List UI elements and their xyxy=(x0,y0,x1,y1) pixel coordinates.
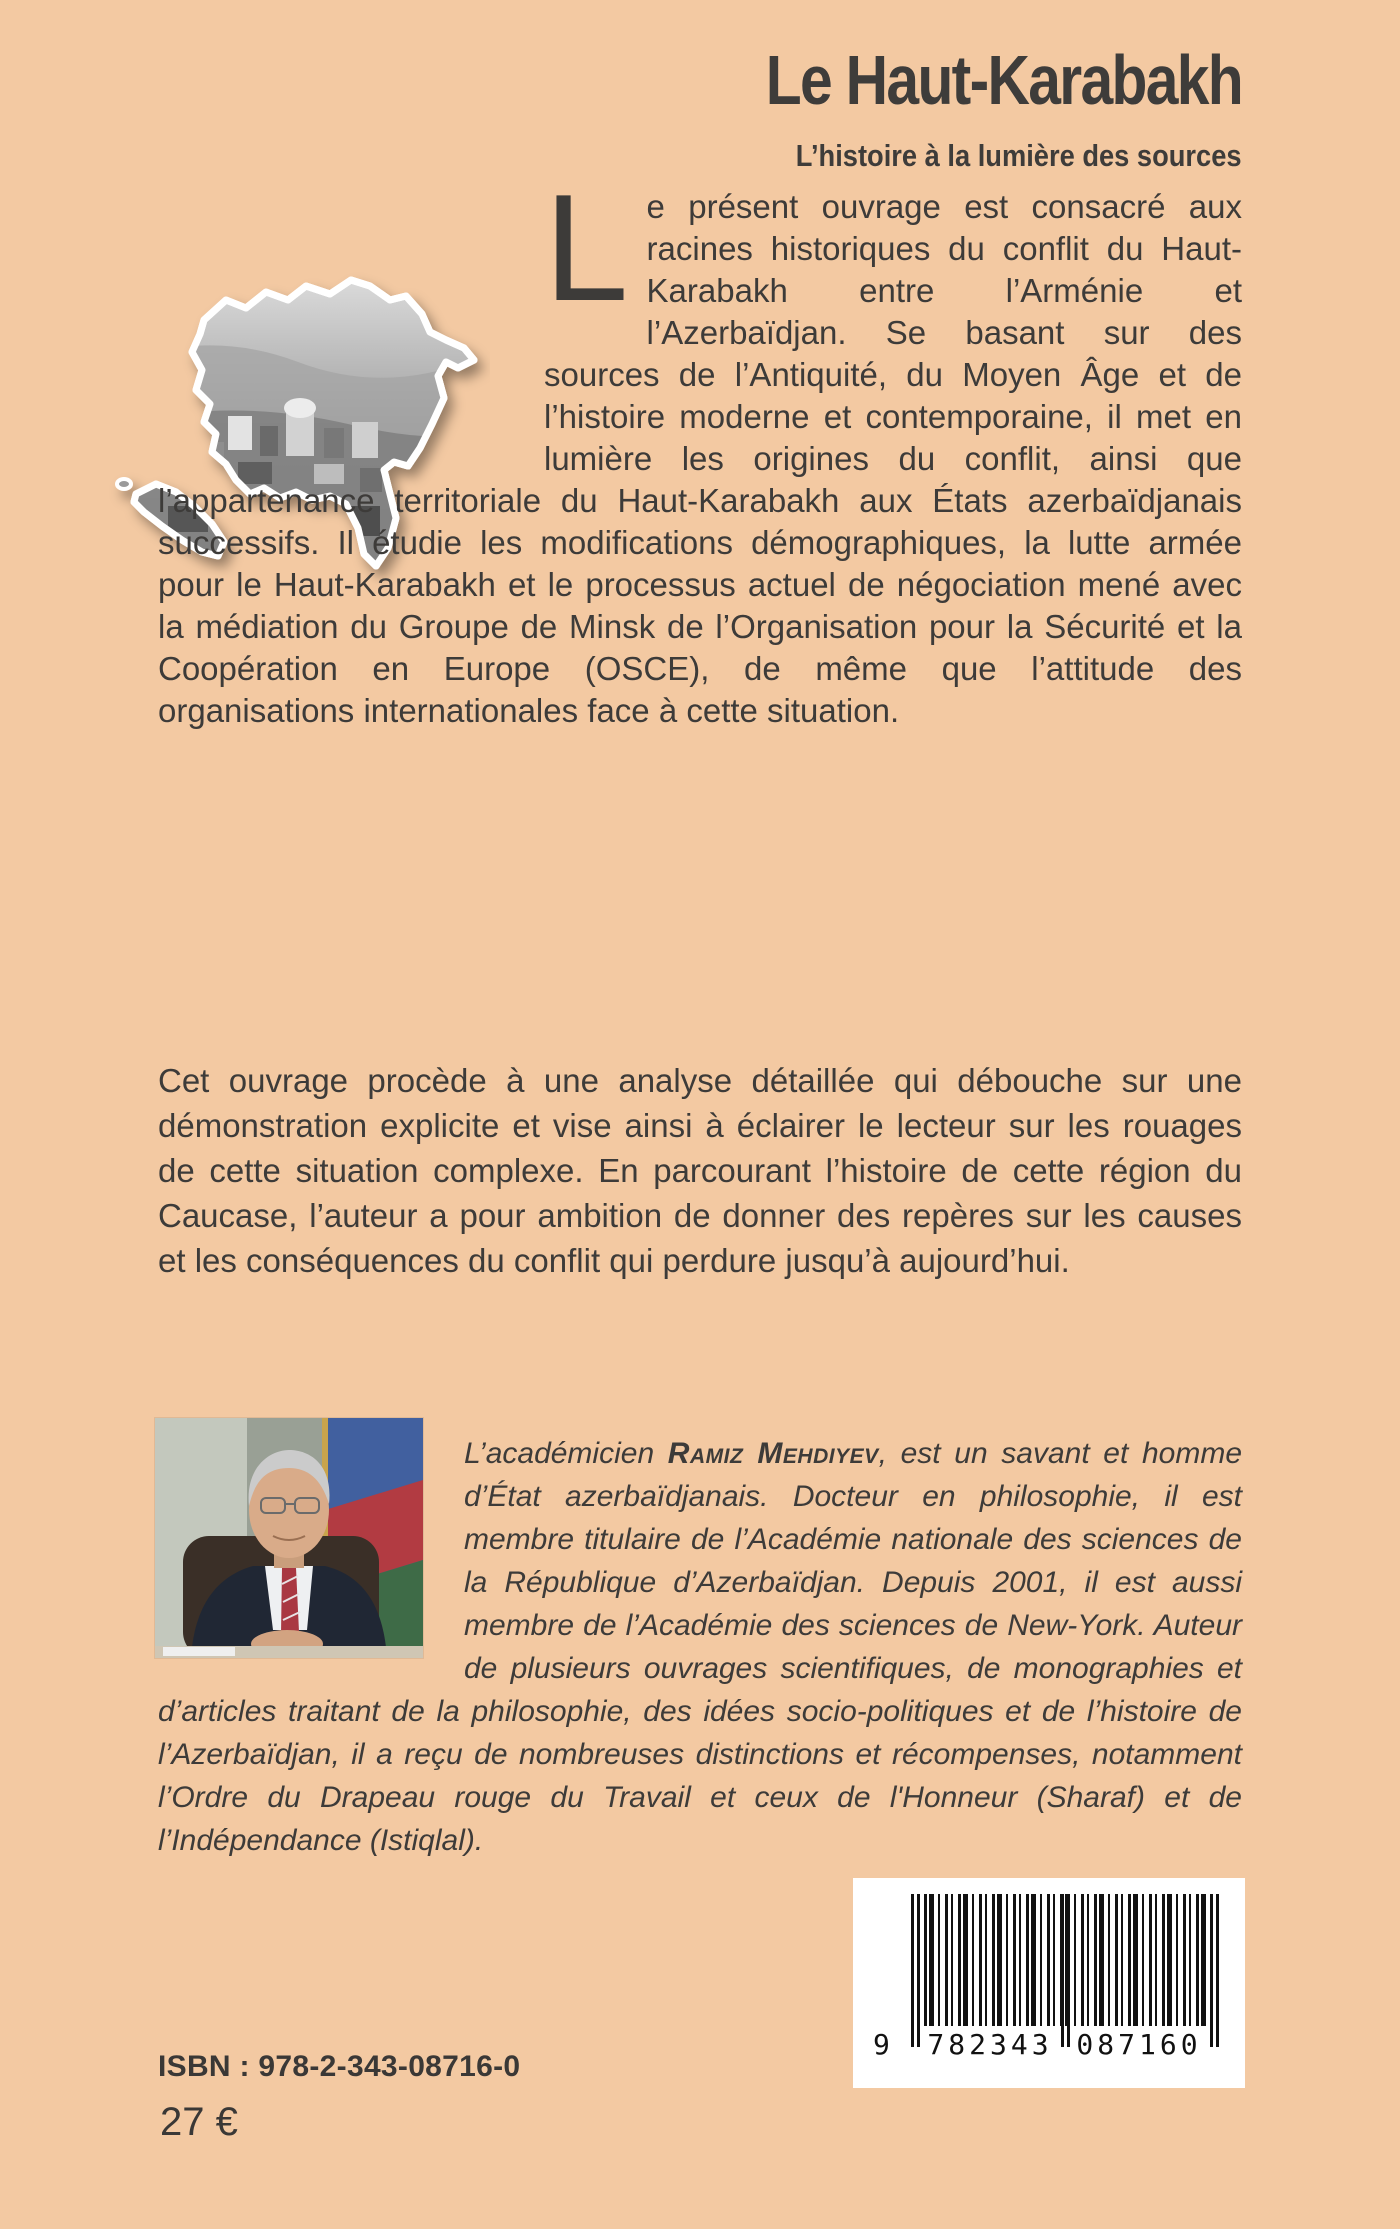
author-name: Ramiz Mehdiyev xyxy=(667,1437,879,1470)
author-bio xyxy=(158,1432,1242,1862)
barcode-digit-left: 9 xyxy=(873,2028,890,2061)
drop-cap: L xyxy=(544,163,629,333)
bio-prefix: L’académicien xyxy=(464,1437,668,1470)
isbn-text: ISBN : 978-2-343-08716-0 xyxy=(158,2050,521,2083)
book-title-line xyxy=(675,41,1242,136)
title-block xyxy=(675,41,1242,180)
barcode-digits-group-1: 782343 xyxy=(927,2028,1053,2061)
bio-text: , est un savant et homme d’État azerbaïdjanais. Docteur en philosophie, il est membre titulaire de l’Académie nationale des sciences de la République d’Azerbaïdjan. Depuis 2001, il est aussi membre de l’Académie des sciences de New-York. Auteur de plusieurs ouvrages scientifiques, de monographies et d’articles traitant de la philosophie, des idées socio-politiques et de l’histoire de l’Azerbaïdjan, il a reçu de nombreuses distinctions et récompenses, notamment l’Ordre du Drapeau rouge du Travail et ceux de l'Honneur (Sharaf) et de l’Indépendance (Istiqlal). xyxy=(158,1437,1243,1857)
barcode xyxy=(853,1878,1245,2088)
synopsis-paragraph-1 xyxy=(158,163,1242,732)
synopsis-text-2: Cet ouvrage procède à une analyse détaillée qui débouche sur une démonstration explicite et vise ainsi à éclairer le lecteur sur les rouages de cette situation complexe. En parcourant l’histoire de cette région du Caucase, l’auteur a pour ambition de donner des repères sur les causes et les conséquences du conflit qui perdure jusqu’à aujourd’hui. xyxy=(158,1062,1242,1279)
barcode-guard-bar xyxy=(1061,1894,1064,2047)
book-subtitle-line xyxy=(675,138,1242,180)
barcode-bars xyxy=(911,1894,1219,2026)
book-subtitle: L’histoire à la lumière des sources xyxy=(796,138,1242,173)
price-text: 27 € xyxy=(160,2100,238,2144)
barcode-guard-bar xyxy=(1216,1894,1219,2047)
barcode-digits-group-2: 087160 xyxy=(1076,2028,1202,2061)
synopsis-text-1: e présent ouvrage est consacré aux racines historiques du conflit du Haut-Karabakh entre l’Arménie et l’Azerbaïdjan. Se basant sur des sources de l’Antiquité, du Moyen Âge et de l’histoire moderne et contemporaine, il met en lumière les origines du conflit, ainsi que l’appartenance territoriale du Haut-Karabakh aux États azerbaïdjanais successifs. Il étudie les modifications démographiques, la lutte armée pour le Haut-Karabakh et le processus actuel de négociation mené avec la médiation du Groupe de Minsk de l’Organisation pour la Sécurité et la Coopération en Europe (OSCE), de même que l’attitude des organisations internationales face à cette situation. xyxy=(158,188,1242,729)
barcode-guard-bar xyxy=(917,1894,920,2047)
barcode-guard-bar xyxy=(1210,1894,1213,2047)
map-small-fragment xyxy=(117,479,131,489)
book-title: Le Haut-Karabakh xyxy=(765,41,1242,119)
barcode-guard-bar xyxy=(911,1894,914,2047)
map-wrap-spacer xyxy=(158,186,544,480)
synopsis-paragraph-2 xyxy=(158,1058,1242,1283)
barcode-guard-bar xyxy=(1067,1894,1070,2047)
photo-wrap-spacer xyxy=(158,1432,464,1651)
